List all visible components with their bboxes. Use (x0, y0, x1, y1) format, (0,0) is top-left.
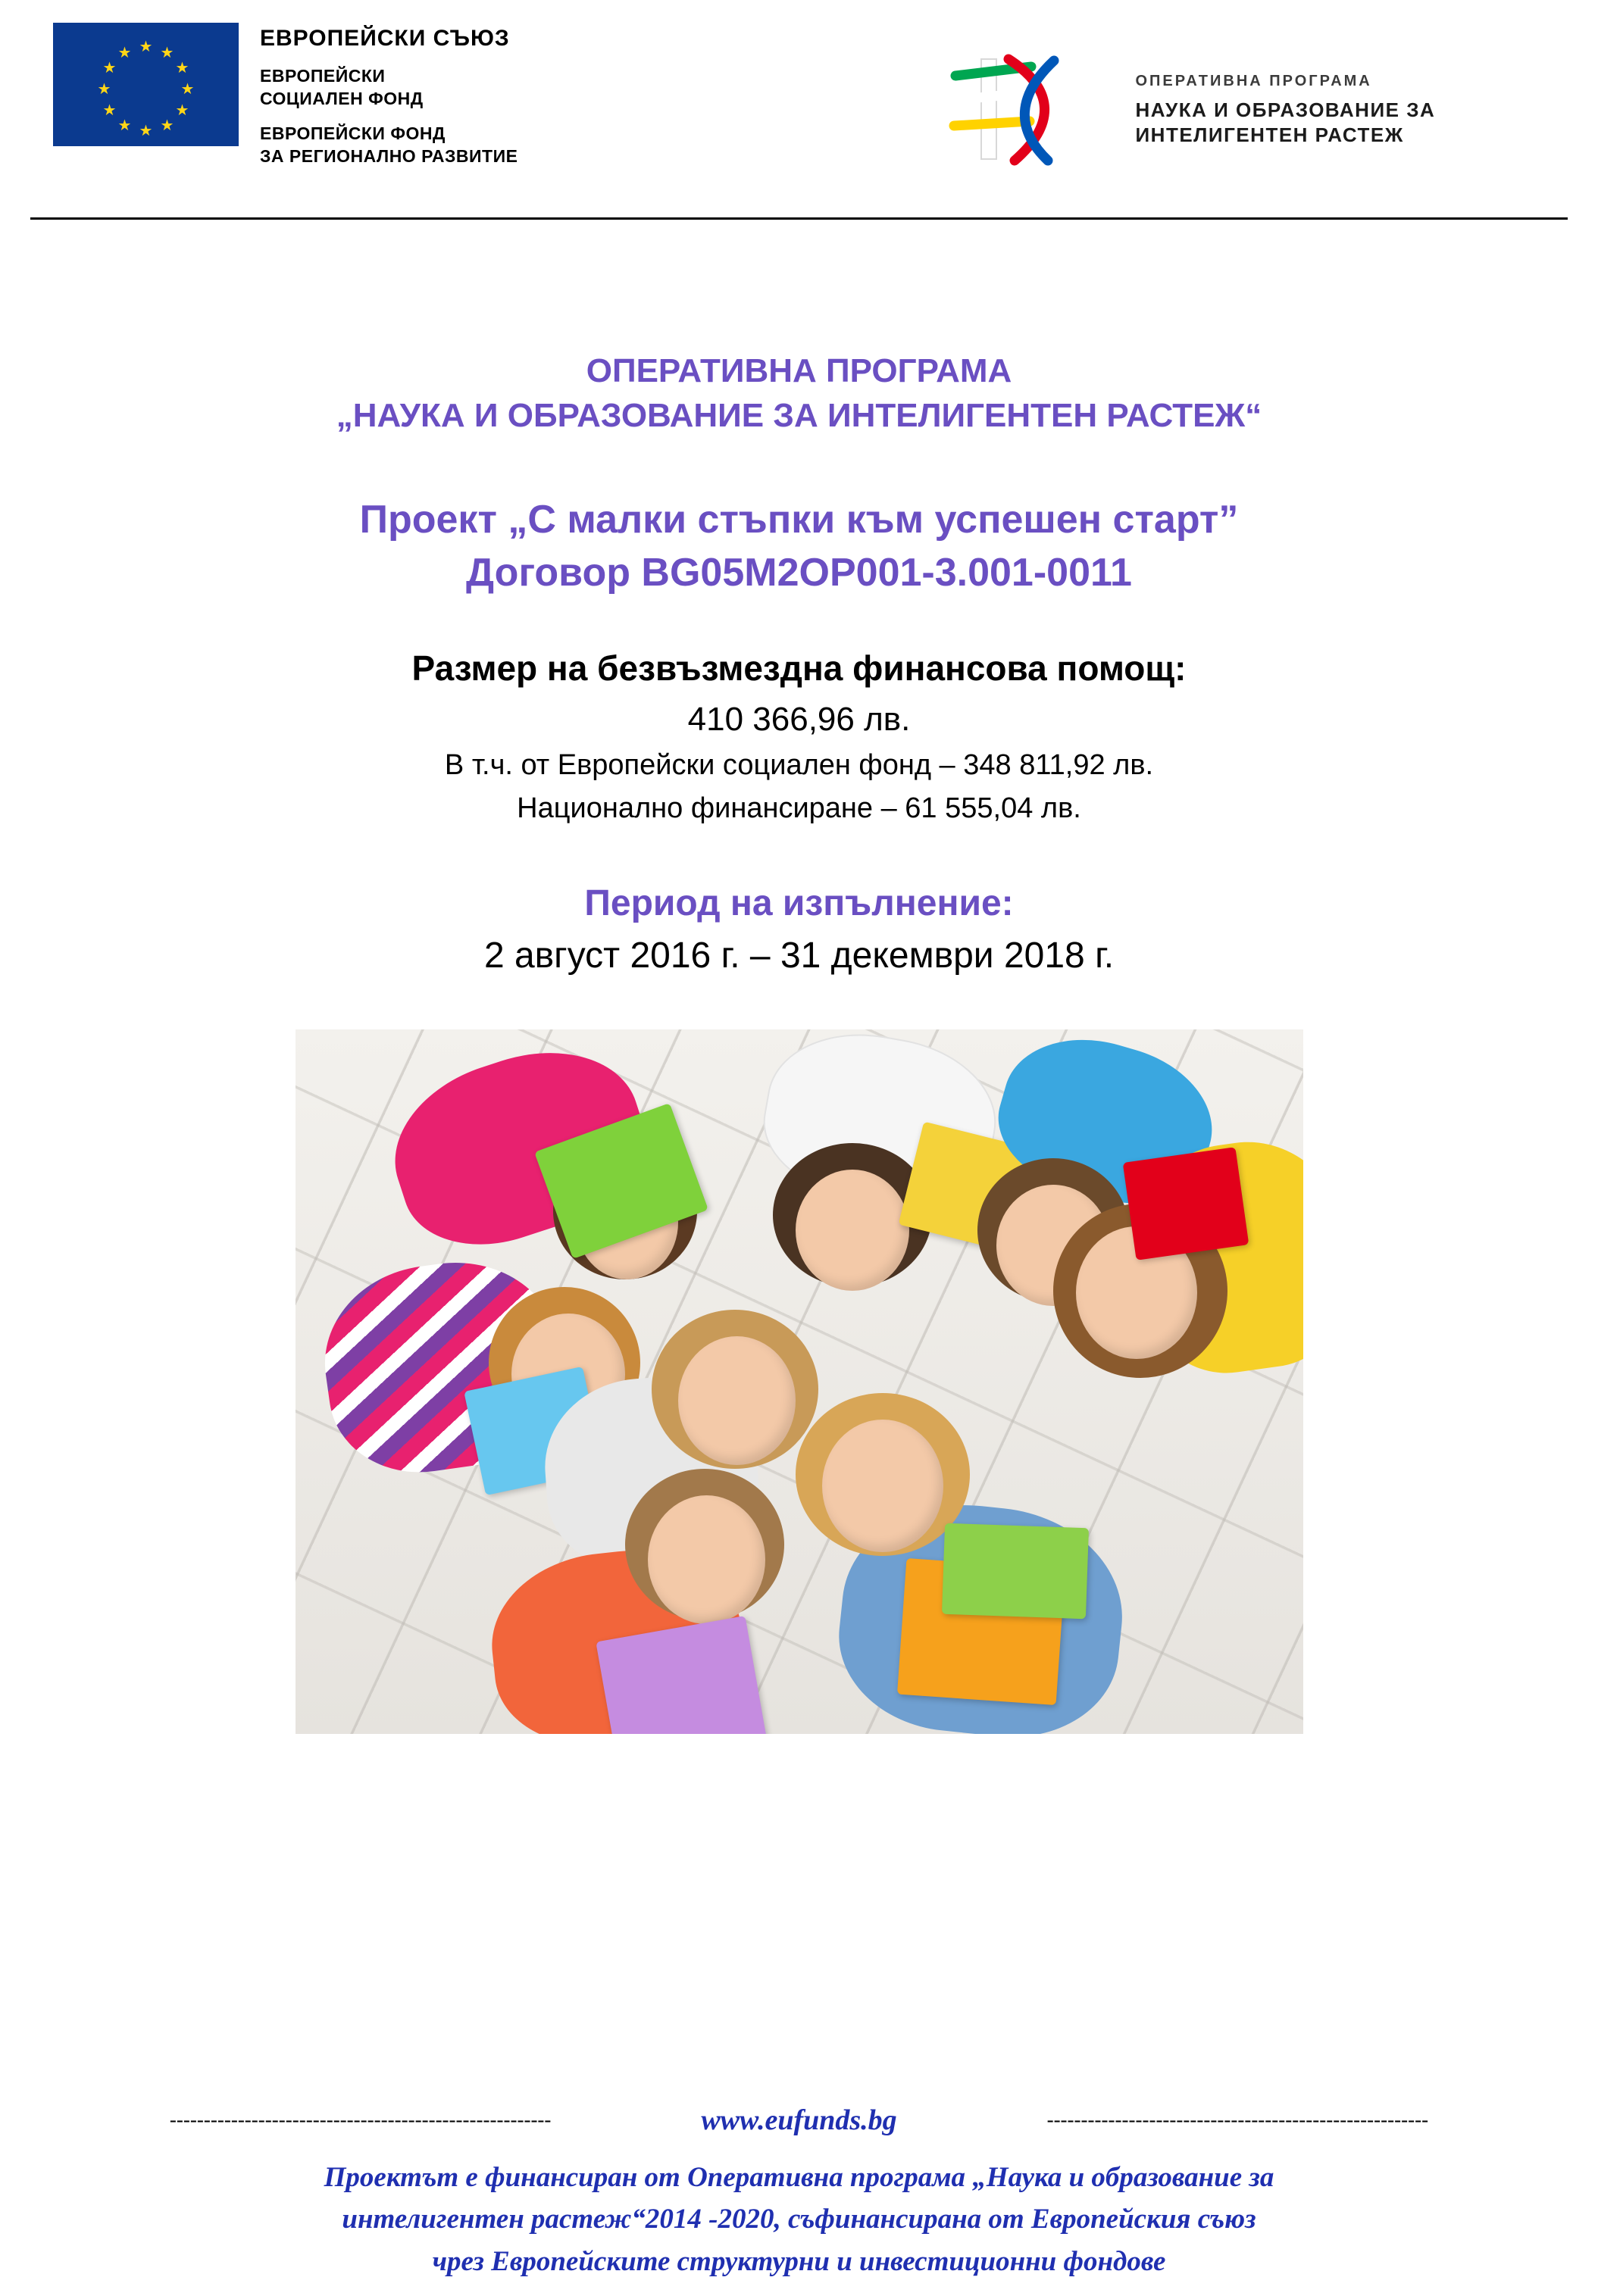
period-value: 2 август 2016 г. – 31 декември 2018 г. (483, 936, 1115, 976)
document-body (0, 348, 1598, 1734)
eu-erdf-label (260, 123, 518, 168)
child-face (822, 1420, 943, 1552)
project-title-line1: Проект „С малки стъпки към успешен старт” (359, 497, 1239, 542)
child-figure (750, 1378, 1144, 1734)
eu-stars-circle: ★ ★ ★ ★ ★ ★ ★ ★ ★ ★ ★ ★ (97, 38, 195, 139)
children-with-books-photo (296, 1029, 1303, 1734)
op-emblem-block (942, 23, 1435, 167)
project-title (68, 493, 1530, 599)
project-contract-number: Договор BG05M2OP001-3.001-0011 (466, 550, 1132, 595)
eu-emblem-block (53, 23, 518, 180)
op-big-line1: НАУКА И ОБРАЗОВАНИЕ ЗА (1135, 98, 1436, 121)
footer-note-line3: чрез Европейските структурни и инвестиционни фондове (432, 2245, 1166, 2277)
footer-dash-left: -------------------------------------------------------- (169, 2108, 552, 2131)
grant-esf-amount: В т.ч. от Европейски социален фонд – 348 811,92 лв. (444, 749, 1154, 782)
eu-esf-line2: СОЦИАЛЕН ФОНД (260, 88, 424, 108)
op-big-label (1135, 98, 1435, 147)
eufunds-link[interactable]: www.eufunds.bg (701, 2104, 897, 2136)
eu-erdf-line2: ЗА РЕГИОНАЛНО РАЗВИТИЕ (260, 145, 518, 166)
eu-erdf-line1: ЕВРОПЕЙСКИ ФОНД (260, 123, 446, 143)
grant-label: Размер на безвъзмездна финансова помощ: (411, 648, 1187, 689)
footer-note-line1: Проектът е финансиран от Оперативна програма „Наука и образование за (324, 2161, 1274, 2193)
op-big-line2: ИНТЕЛИГЕНТЕН РАСТЕЖ (1135, 123, 1404, 146)
document-header (0, 0, 1598, 220)
eu-title: ЕВРОПЕЙСКИ СЪЮЗ (260, 26, 510, 51)
header-logos-row (45, 23, 1553, 212)
grant-national-amount: Национално финансиране – 61 555,04 лв. (517, 792, 1081, 825)
op-small-label: ОПЕРАТИВНА ПРОГРАМА (1135, 73, 1372, 89)
footer-dash-right: -------------------------------------------------------- (1046, 2108, 1429, 2131)
period-label: Период на изпълнение: (584, 883, 1014, 924)
op-science-education-logo-icon (942, 53, 1116, 167)
book (941, 1523, 1088, 1620)
document-footer (0, 2104, 1598, 2283)
program-title-line2: „НАУКА И ОБРАЗОВАНИЕ ЗА ИНТЕЛИГЕНТЕН РАСТЕЖ“ (336, 397, 1262, 435)
eu-esf-label (260, 65, 518, 111)
child-face (648, 1495, 765, 1624)
footer-funding-note (30, 2157, 1568, 2283)
eu-flag-icon (53, 23, 239, 146)
program-title-line1: ОПЕРАТИВНА ПРОГРАМА (586, 352, 1012, 389)
op-text-block (1135, 73, 1435, 147)
grant-amount: 410 366,96 лв. (687, 701, 911, 739)
child-face (678, 1336, 796, 1465)
book (1122, 1147, 1249, 1260)
program-title (68, 348, 1530, 439)
footer-url-row (30, 2104, 1568, 2137)
eu-text-block (260, 23, 518, 180)
footer-note-line2: интелигентен растеж“2014 -2020, съфинансирана от Европейския съюз (342, 2204, 1256, 2235)
eu-esf-line1: ЕВРОПЕЙСКИ (260, 66, 386, 86)
header-divider (30, 217, 1568, 220)
child-face (796, 1170, 909, 1291)
